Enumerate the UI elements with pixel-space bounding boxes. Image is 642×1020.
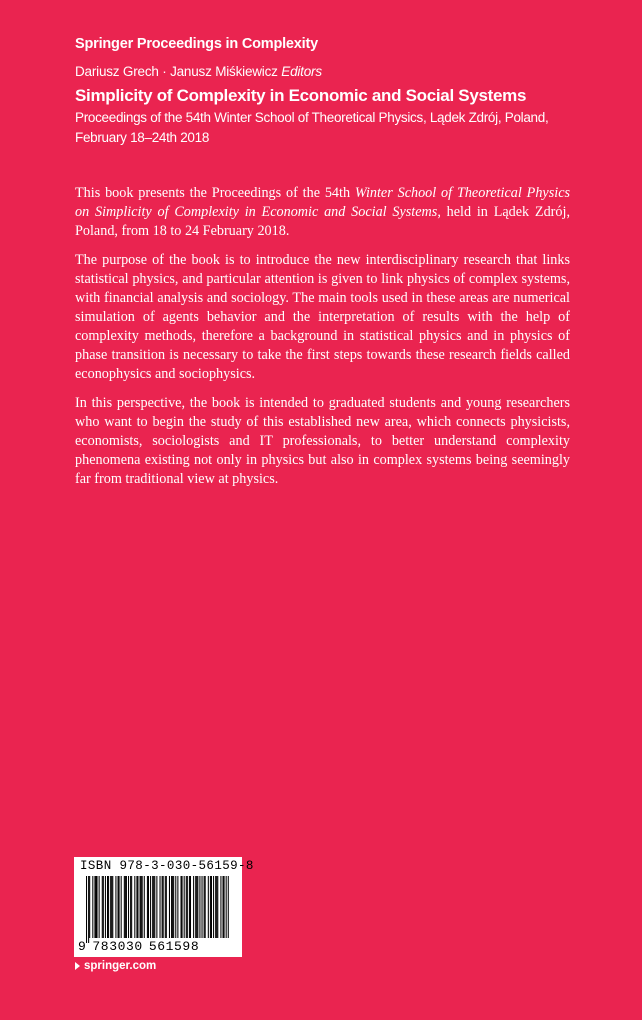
barcode-bar bbox=[210, 876, 211, 938]
barcode-bar bbox=[166, 876, 167, 938]
barcode-bar bbox=[204, 876, 205, 938]
barcode-bar bbox=[108, 876, 109, 938]
barcode-bar bbox=[105, 876, 106, 938]
barcode-bar bbox=[220, 876, 221, 938]
barcode-bar bbox=[226, 876, 227, 938]
ean-first-digit: 9 bbox=[78, 939, 87, 954]
book-title: Simplicity of Complexity in Economic and Social Systems bbox=[75, 86, 527, 105]
barcode-bar bbox=[102, 876, 103, 938]
barcode-bar bbox=[169, 876, 170, 938]
blurb-p1-italic: Winter School of Theoretical Physics on Simplicity of Complexity in Economic and Social Systems bbox=[75, 185, 571, 220]
barcode-bar bbox=[144, 876, 145, 938]
blurb-p1-end: , held in Lądek Zdrój, Poland, from 18 to 24 February 2018. bbox=[75, 204, 570, 239]
barcode-bar bbox=[160, 876, 161, 938]
barcode-bar bbox=[224, 876, 225, 938]
barcode-bar bbox=[171, 876, 172, 938]
barcode-bar bbox=[213, 876, 214, 938]
barcode-bar bbox=[190, 876, 191, 938]
barcode-bar bbox=[215, 876, 216, 938]
barcode-bar bbox=[125, 876, 126, 938]
barcode-bar bbox=[121, 876, 122, 938]
barcode-bar bbox=[128, 876, 129, 938]
ean-left-group: 783030 bbox=[92, 939, 143, 954]
barcode-bar bbox=[103, 876, 104, 938]
barcode-bar bbox=[107, 876, 108, 938]
springer-link-text: springer.com bbox=[84, 960, 157, 972]
barcode-bar bbox=[141, 876, 142, 938]
barcode-bar bbox=[86, 876, 87, 943]
barcode-bar bbox=[189, 876, 190, 938]
barcode-bar bbox=[199, 876, 200, 938]
springer-link[interactable] bbox=[75, 960, 156, 972]
editors-line bbox=[75, 64, 322, 79]
editor-role: Editors bbox=[281, 64, 322, 79]
barcode-bar bbox=[154, 876, 155, 938]
blurb-paragraph-2: The purpose of the book is to introduce the new interdisciplinary research that links statistical physics, and particular attention is given to link physics of complex systems, with financial analysis and sociology. The main tools used in these areas are numerical simulation of agents behavior and the interpretation of results with the help of complexity methods, therefore a background in statistical physics and in physics of phase transition is necessary to take the first steps towards these research fields called econophysics and sociophysics. bbox=[75, 252, 570, 382]
barcode-bar bbox=[175, 876, 176, 938]
barcode-bar bbox=[216, 876, 217, 938]
blurb-p1-start: This book presents the Proceedings of the 54th bbox=[75, 185, 355, 201]
barcode-bar bbox=[153, 876, 154, 938]
barcode-bar bbox=[217, 876, 218, 938]
barcode-bar bbox=[165, 876, 166, 938]
barcode-bar bbox=[162, 876, 163, 938]
barcode-bar bbox=[172, 876, 173, 938]
barcode-bar bbox=[95, 876, 96, 938]
barcode-bar bbox=[110, 876, 111, 938]
barcode-bar bbox=[187, 876, 188, 938]
isbn-label: ISBN 978-3-030-56159-8 bbox=[80, 859, 254, 873]
barcode-bar bbox=[156, 876, 157, 938]
barcode-bar bbox=[134, 876, 135, 938]
barcode-bar bbox=[130, 876, 131, 938]
barcode-bar bbox=[119, 876, 120, 938]
barcode-bar bbox=[94, 876, 95, 938]
series-title: Springer Proceedings in Complexity bbox=[75, 36, 318, 52]
barcode-bar bbox=[152, 876, 153, 938]
arrow-right-icon bbox=[75, 962, 80, 970]
ean-digits bbox=[78, 939, 238, 954]
barcode-bar bbox=[228, 876, 229, 938]
barcode-bar bbox=[115, 876, 116, 938]
barcode-bar bbox=[140, 876, 141, 938]
blurb bbox=[75, 184, 570, 499]
blurb-paragraph-3: In this perspective, the book is intended to graduated students and young researchers who want to begin the study of this established new area, which connects physicists, economists, sociologists and IT professionals, to better understand complexity phenomena existing not only in physics but also in complex systems being seemingly far from traditional view at physics. bbox=[75, 395, 570, 487]
barcode-bar bbox=[186, 876, 187, 938]
barcode-bar bbox=[97, 876, 98, 938]
barcode-bar bbox=[126, 876, 127, 938]
barcode-bar bbox=[205, 876, 206, 938]
barcode-bar bbox=[223, 876, 224, 938]
barcode-bar bbox=[163, 876, 164, 938]
blurb-paragraph-1 bbox=[75, 184, 570, 241]
barcode-bar bbox=[88, 876, 89, 943]
barcode-bar bbox=[208, 876, 209, 938]
barcode-bar bbox=[92, 876, 93, 938]
barcode-bar bbox=[211, 876, 212, 938]
book-subtitle: Proceedings of the 54th Winter School of Theoretical Physics, Lądek Zdrój, Poland, February 18–24th 2018 bbox=[75, 110, 549, 145]
barcode bbox=[74, 857, 254, 957]
barcode-bar bbox=[177, 876, 178, 938]
barcode-bar bbox=[124, 876, 125, 938]
barcode-bar bbox=[147, 876, 148, 938]
barcode-bar bbox=[197, 876, 198, 938]
barcode-bar bbox=[142, 876, 143, 938]
barcode-bar bbox=[196, 876, 197, 938]
barcode-bar bbox=[182, 876, 183, 938]
barcode-bar bbox=[202, 876, 203, 938]
barcode-bar bbox=[131, 876, 132, 938]
barcode-bar bbox=[195, 876, 196, 938]
barcode-bar bbox=[112, 876, 113, 938]
barcode-bar bbox=[181, 876, 182, 938]
barcode-bar bbox=[99, 876, 100, 938]
barcode-bar bbox=[136, 876, 137, 938]
editor-names: Dariusz Grech · Janusz Miśkiewicz bbox=[75, 64, 278, 79]
ean-right-group: 561598 bbox=[148, 939, 200, 954]
barcode-bar bbox=[173, 876, 174, 938]
barcode-bar bbox=[89, 876, 90, 938]
barcode-bar bbox=[148, 876, 149, 938]
barcode-bar bbox=[111, 876, 112, 938]
barcode-bar bbox=[137, 876, 138, 938]
barcode-bar bbox=[193, 876, 194, 938]
barcode-bar bbox=[118, 876, 119, 938]
barcode-bar bbox=[150, 876, 151, 938]
barcode-bar bbox=[184, 876, 185, 938]
